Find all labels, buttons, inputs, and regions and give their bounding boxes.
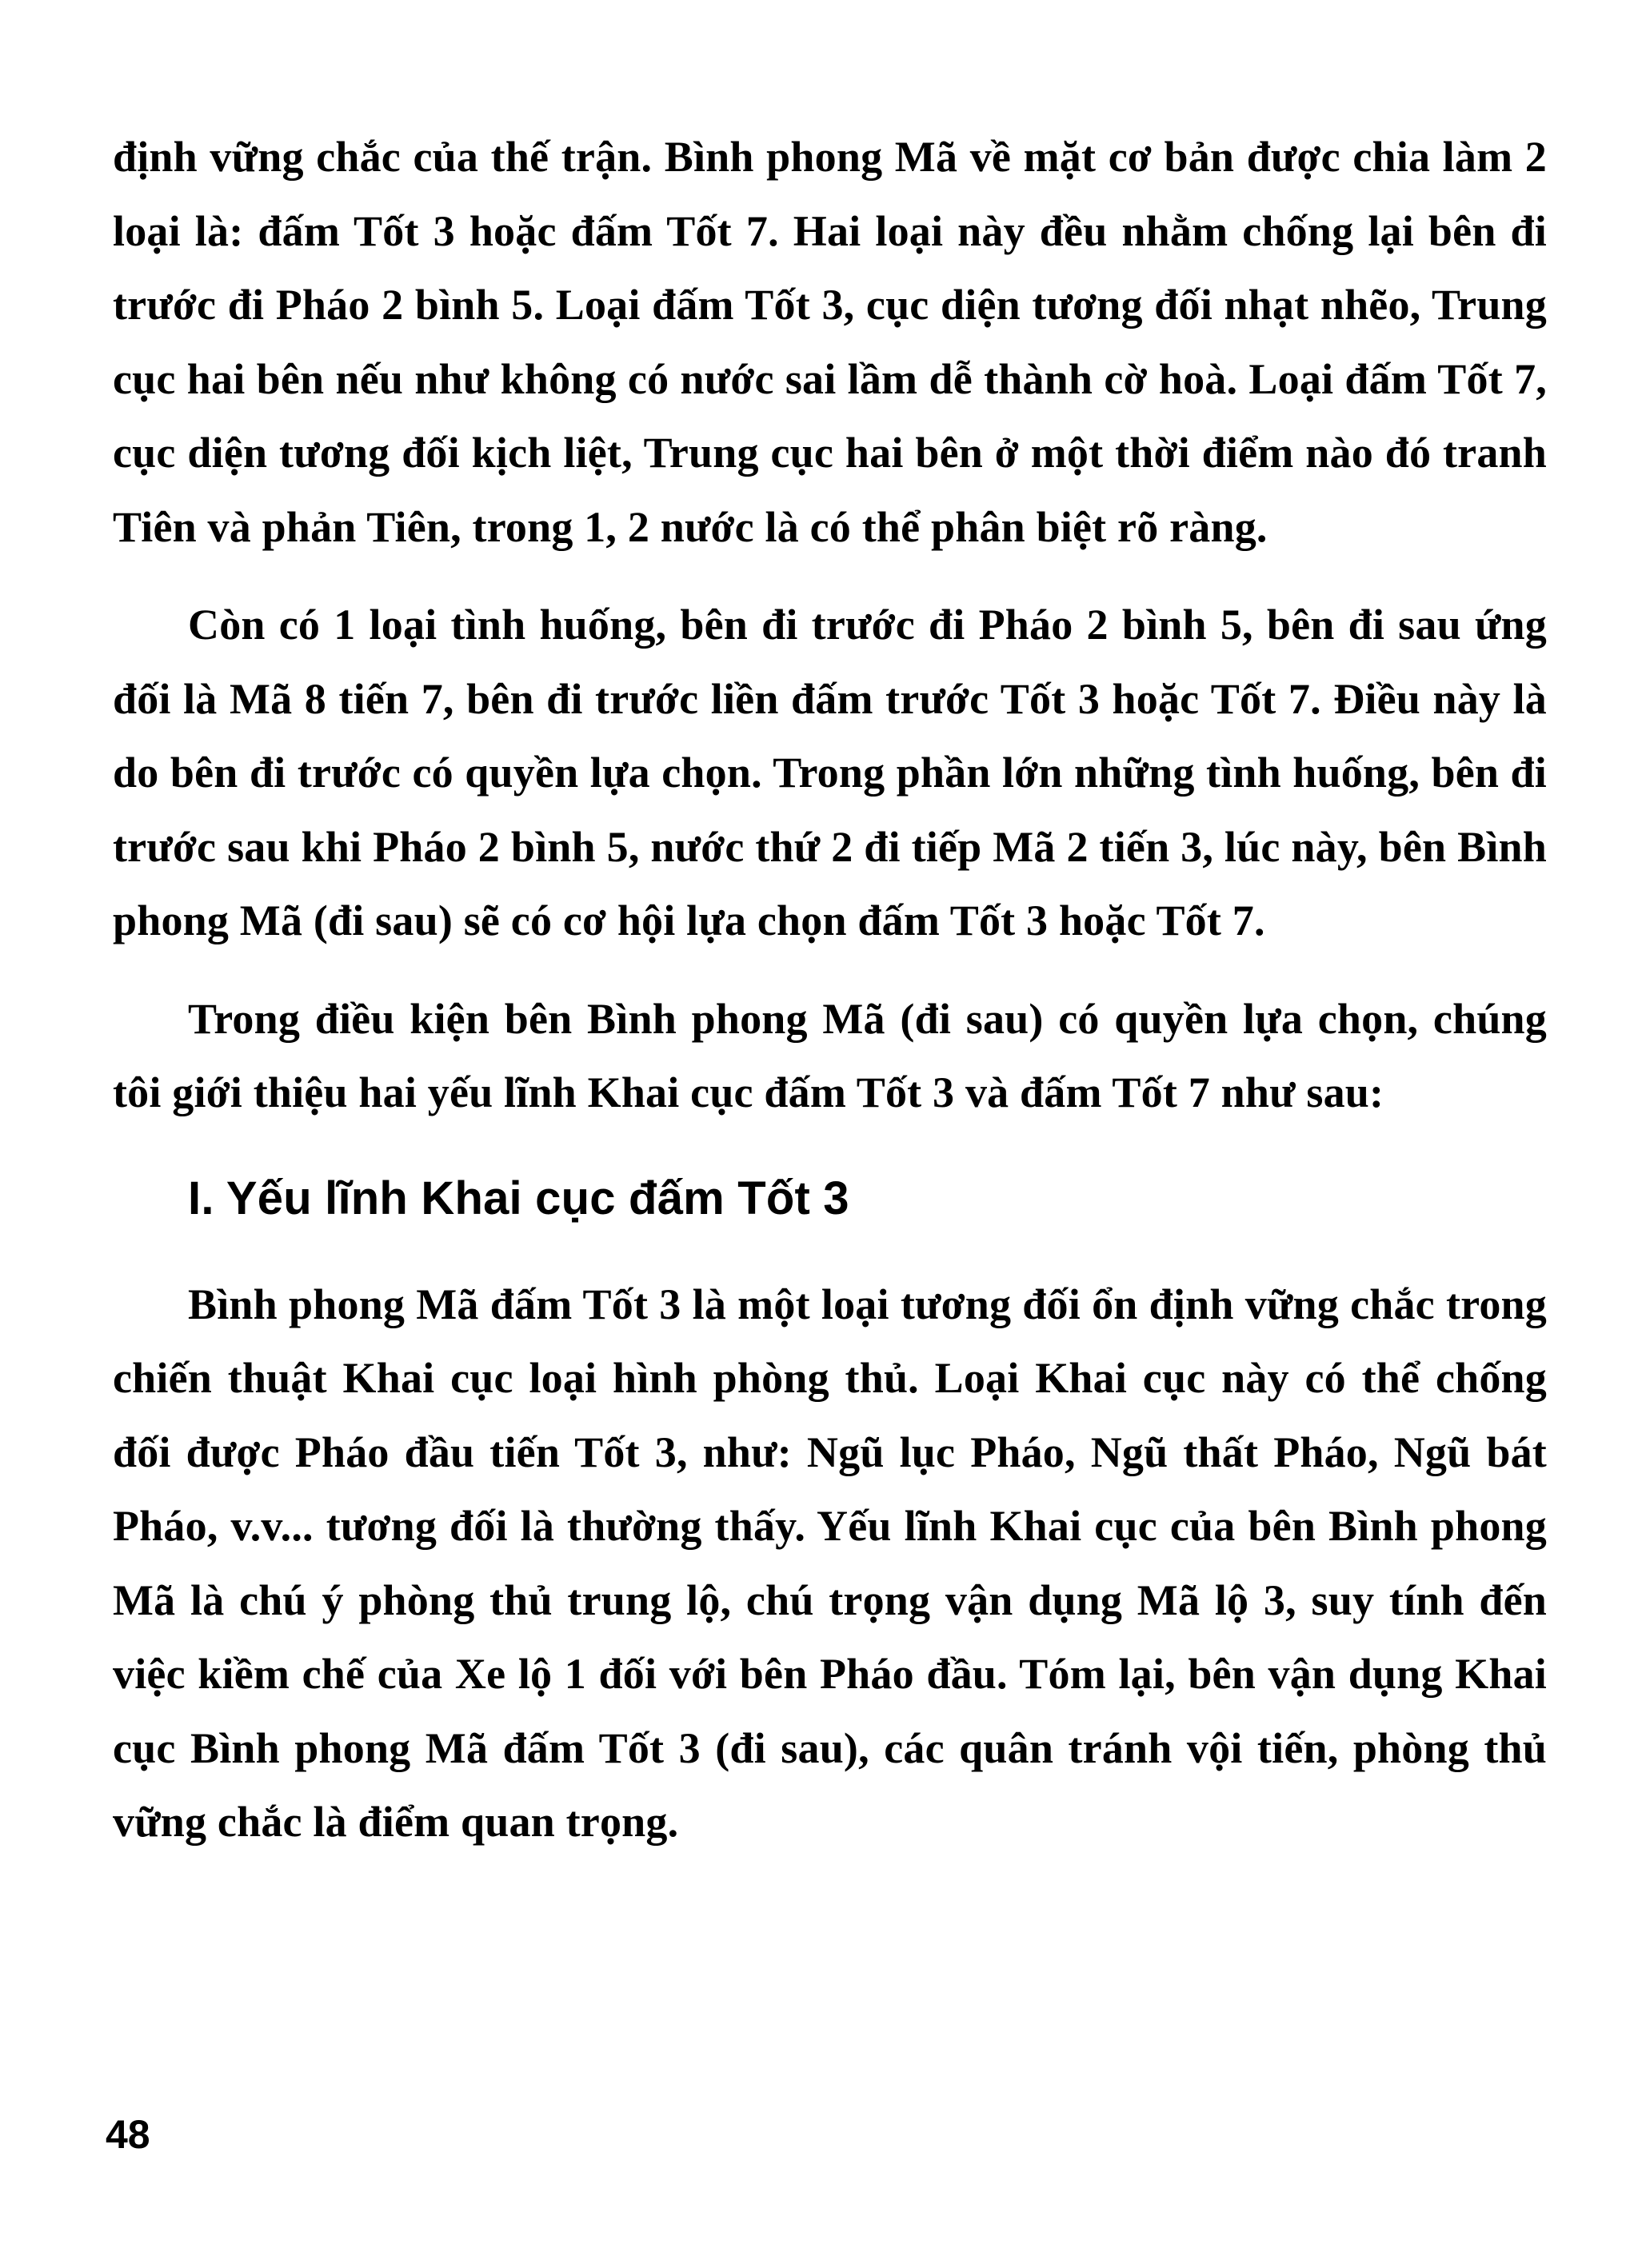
paragraph-section-body: Bình phong Mã đấm Tốt 3 là một loại tương đối ổn định vững chắc trong chiến thuật Khai cục loại hình phòng thủ. Loại Khai cục này có thể chống đối được Pháo đầu tiến Tốt 3, như: Ngũ lục Pháo, Ngũ thất Pháo, Ngũ bát Pháo, v.v... tương đối là thường thấy. Yếu lĩnh Khai cục của bên Bình phong Mã là chú ý phòng thủ trung lộ, chú trọng vận dụng Mã lộ 3, suy tính đến việc kiềm chế của Xe lộ 1 đối với bên Pháo đầu. Tóm lại, bên vận dụng Khai cục Bình phong Mã đấm Tốt 3 (đi sau), các quân tránh vội tiến, phòng thủ vững chắc là điểm quan trọng. <box>113 1280 1547 1846</box>
section-heading: I. Yếu lĩnh Khai cục đấm Tốt 3 <box>188 1172 849 1224</box>
paragraph-first-move-choice: Còn có 1 loại tình huống, bên đi trước đi Pháo 2 bình 5, bên đi sau ứng đối là Mã 8 tiến 7, bên đi trước liền đấm trước Tốt 3 hoặc Tốt 7. Điều này là do bên đi trước có quyền lựa chọn. Trong phần lớn những tình huống, bên đi trước sau khi Pháo 2 bình 5, nước thứ 2 đi tiếp Mã 2 tiến 3, lúc này, bên Bình phong Mã (đi sau) sẽ có cơ hội lựa chọn đấm Tốt 3 hoặc Tốt 7. <box>113 601 1547 944</box>
paragraph-introduction: Trong điều kiện bên Bình phong Mã (đi sau) có quyền lựa chọn, chúng tôi giới thiệu hai yếu lĩnh Khai cục đấm Tốt 3 và đấm Tốt 7 như sau: <box>113 994 1547 1116</box>
page-number: 48 <box>106 2112 150 2157</box>
page-body <box>113 120 1547 1859</box>
paragraph-continuation: định vững chắc của thế trận. Bình phong Mã về mặt cơ bản được chia làm 2 loại là: đấm Tốt 3 hoặc đấm Tốt 7. Hai loại này đều nhằm chống lại bên đi trước đi Pháo 2 bình 5. Loại đấm Tốt 3, cục diện tương đối nhạt nhẽo, Trung cục hai bên nếu như không có nước sai lầm dễ thành cờ hoà. Loại đấm Tốt 7, cục diện tương đối kịch liệt, Trung cục hai bên ở một thời điểm nào đó tranh Tiên và phản Tiên, trong 1, 2 nước là có thể phân biệt rõ ràng. <box>113 133 1547 551</box>
